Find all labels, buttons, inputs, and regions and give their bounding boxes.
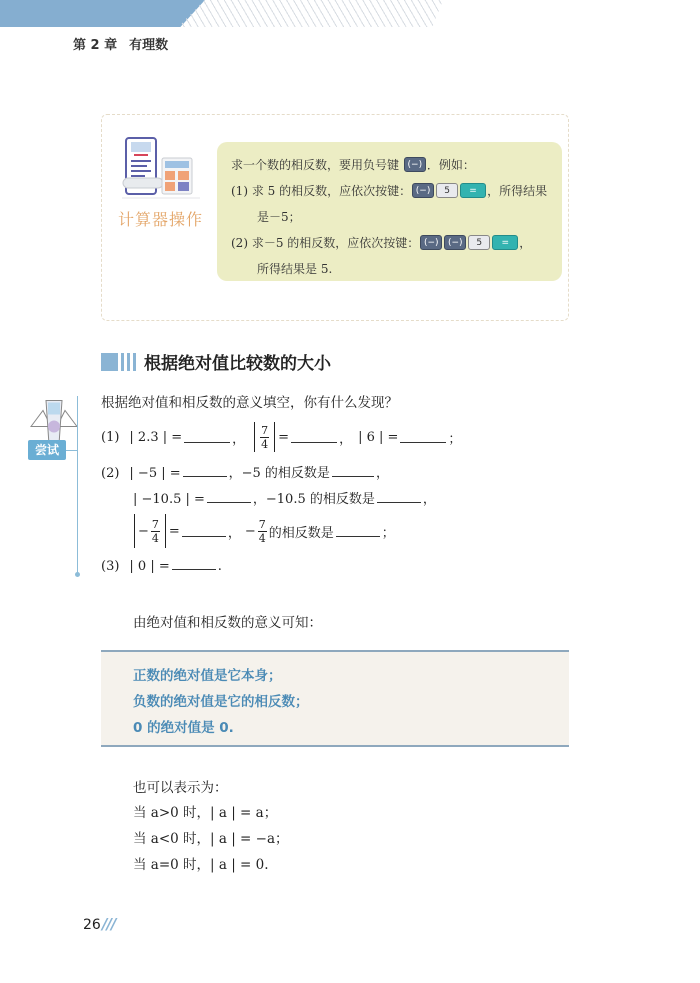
question-2b: | −10.5 | = ，−10.5 的相反数是 ，: [133, 492, 436, 507]
q1-blank-3[interactable]: [400, 431, 446, 443]
negative-key-icon: (−): [412, 183, 434, 198]
q2-blank-1[interactable]: [183, 465, 227, 477]
q2-abs-neg5: | −5 | =: [129, 466, 181, 481]
negative-key-icon: (−): [420, 235, 442, 250]
calculator-icon: [122, 136, 202, 206]
header-band: [0, 0, 700, 27]
question-1: (1) | 2.3 | = ， $\frac{7}{4}$ = ， | 6 | = ；: [101, 423, 462, 451]
calc-item-2-suffix: ，: [519, 236, 532, 250]
page-slashes-decoration: ///: [102, 915, 116, 933]
section-heading: [101, 349, 331, 374]
calculator-instructions: [217, 142, 562, 281]
chapter-heading: [73, 34, 180, 53]
try-badge: 尝试: [28, 440, 66, 460]
q1-label: (1): [101, 429, 120, 445]
summary-line-negative: 负数的绝对值是它的相反数；: [133, 694, 309, 710]
header-band-solid: [0, 0, 205, 27]
q2-blank-2[interactable]: [332, 465, 374, 477]
question-2c: − $\frac{7}{4}$ = ， − $\frac{7}{4}$ 的相反数是 ；: [131, 514, 395, 548]
five-key-icon: 5: [468, 235, 490, 250]
negative-key-icon: (−): [444, 235, 466, 250]
fraction-7-4: $\frac{7}{4}$: [258, 517, 266, 545]
calc-item-2-result: 所得结果是 5.: [257, 262, 333, 276]
calculator-operation-label: 计算器操作: [118, 210, 204, 229]
q2-opposite-neg10-5: ，−10.5 的相反数是: [252, 492, 375, 507]
equals-key-icon: =: [460, 183, 486, 198]
q2-abs-neg10-5: | −10.5 | =: [133, 492, 205, 507]
calc-item-1: [231, 178, 548, 204]
q3-abs-0: | 0 | =: [129, 559, 170, 574]
q2-opposite-neg7-4: 的相反数是: [268, 525, 334, 541]
formal-intro: 也可以表示为：: [133, 780, 228, 796]
fraction-7-4: $\frac{7}{4}$: [151, 517, 159, 545]
q2-blank-4[interactable]: [377, 491, 421, 503]
header-band-hatch: [178, 0, 443, 27]
conclusion-intro: 由绝对值和相反数的意义可知：: [133, 615, 322, 631]
question-3: (3) | 0 | = .: [101, 559, 222, 574]
calc-intro-suffix: ．例如：: [426, 158, 475, 172]
formal-line-zero: 当 a=0 时，| a | = 0.: [133, 857, 269, 873]
equals-key-icon: =: [492, 235, 518, 250]
formal-line-negative: 当 a<0 时，| a | = −a；: [133, 831, 289, 847]
q1-blank-2[interactable]: [291, 431, 337, 443]
q2-blank-3[interactable]: [207, 491, 251, 503]
calc-intro-text: 求一个数的相反数，要用负号键: [231, 158, 400, 172]
q1-abs-6: | 6 | =: [358, 429, 399, 445]
calc-item-1-suffix: ，所得结果: [487, 184, 548, 198]
q3-blank-1[interactable]: [172, 558, 216, 570]
q1-abs-2-3: | 2.3 | =: [129, 429, 183, 445]
section-title: 根据绝对值比较数的大小: [144, 354, 331, 374]
negative-key-icon: (−): [404, 157, 426, 172]
summary-box: [101, 650, 569, 747]
q2-label: (2): [101, 466, 120, 481]
question-2a: (2) | −5 | = ，−5 的相反数是 ，: [101, 466, 389, 481]
calc-item-2: [231, 230, 548, 256]
fraction-7-4: $\frac{7}{4}$: [261, 423, 269, 451]
section-bars-icon: [101, 353, 136, 371]
try-line-end-dot: [75, 572, 80, 577]
calc-item-1-result: 是－5；: [257, 210, 301, 224]
calc-intro-line: [231, 152, 548, 178]
try-line-tick: [66, 450, 77, 451]
q1-blank-1[interactable]: [184, 431, 230, 443]
five-key-icon: 5: [436, 183, 458, 198]
chapter-number: 第 2 章: [73, 38, 118, 53]
formal-line-positive: 当 a>0 时，| a | = a；: [133, 805, 278, 821]
try-prompt: 根据绝对值和相反数的意义填空，你有什么发现？: [101, 395, 398, 411]
try-vertical-line: [77, 396, 78, 576]
q2-opposite-neg5: ，−5 的相反数是: [228, 466, 330, 481]
chapter-title: 有理数: [129, 38, 169, 53]
summary-line-positive: 正数的绝对值是它本身；: [133, 668, 282, 684]
calc-item-2-prefix: (2) 求－5 的相反数，应依次按键：: [231, 236, 420, 250]
summary-line-zero: 0 的绝对值是 0.: [133, 720, 234, 736]
calc-item-1-prefix: (1) 求 5 的相反数，应依次按键：: [231, 184, 412, 198]
q2-blank-6[interactable]: [336, 525, 380, 537]
page-number: 26: [83, 917, 101, 933]
q3-label: (3): [101, 559, 120, 574]
q2-blank-5[interactable]: [182, 525, 226, 537]
